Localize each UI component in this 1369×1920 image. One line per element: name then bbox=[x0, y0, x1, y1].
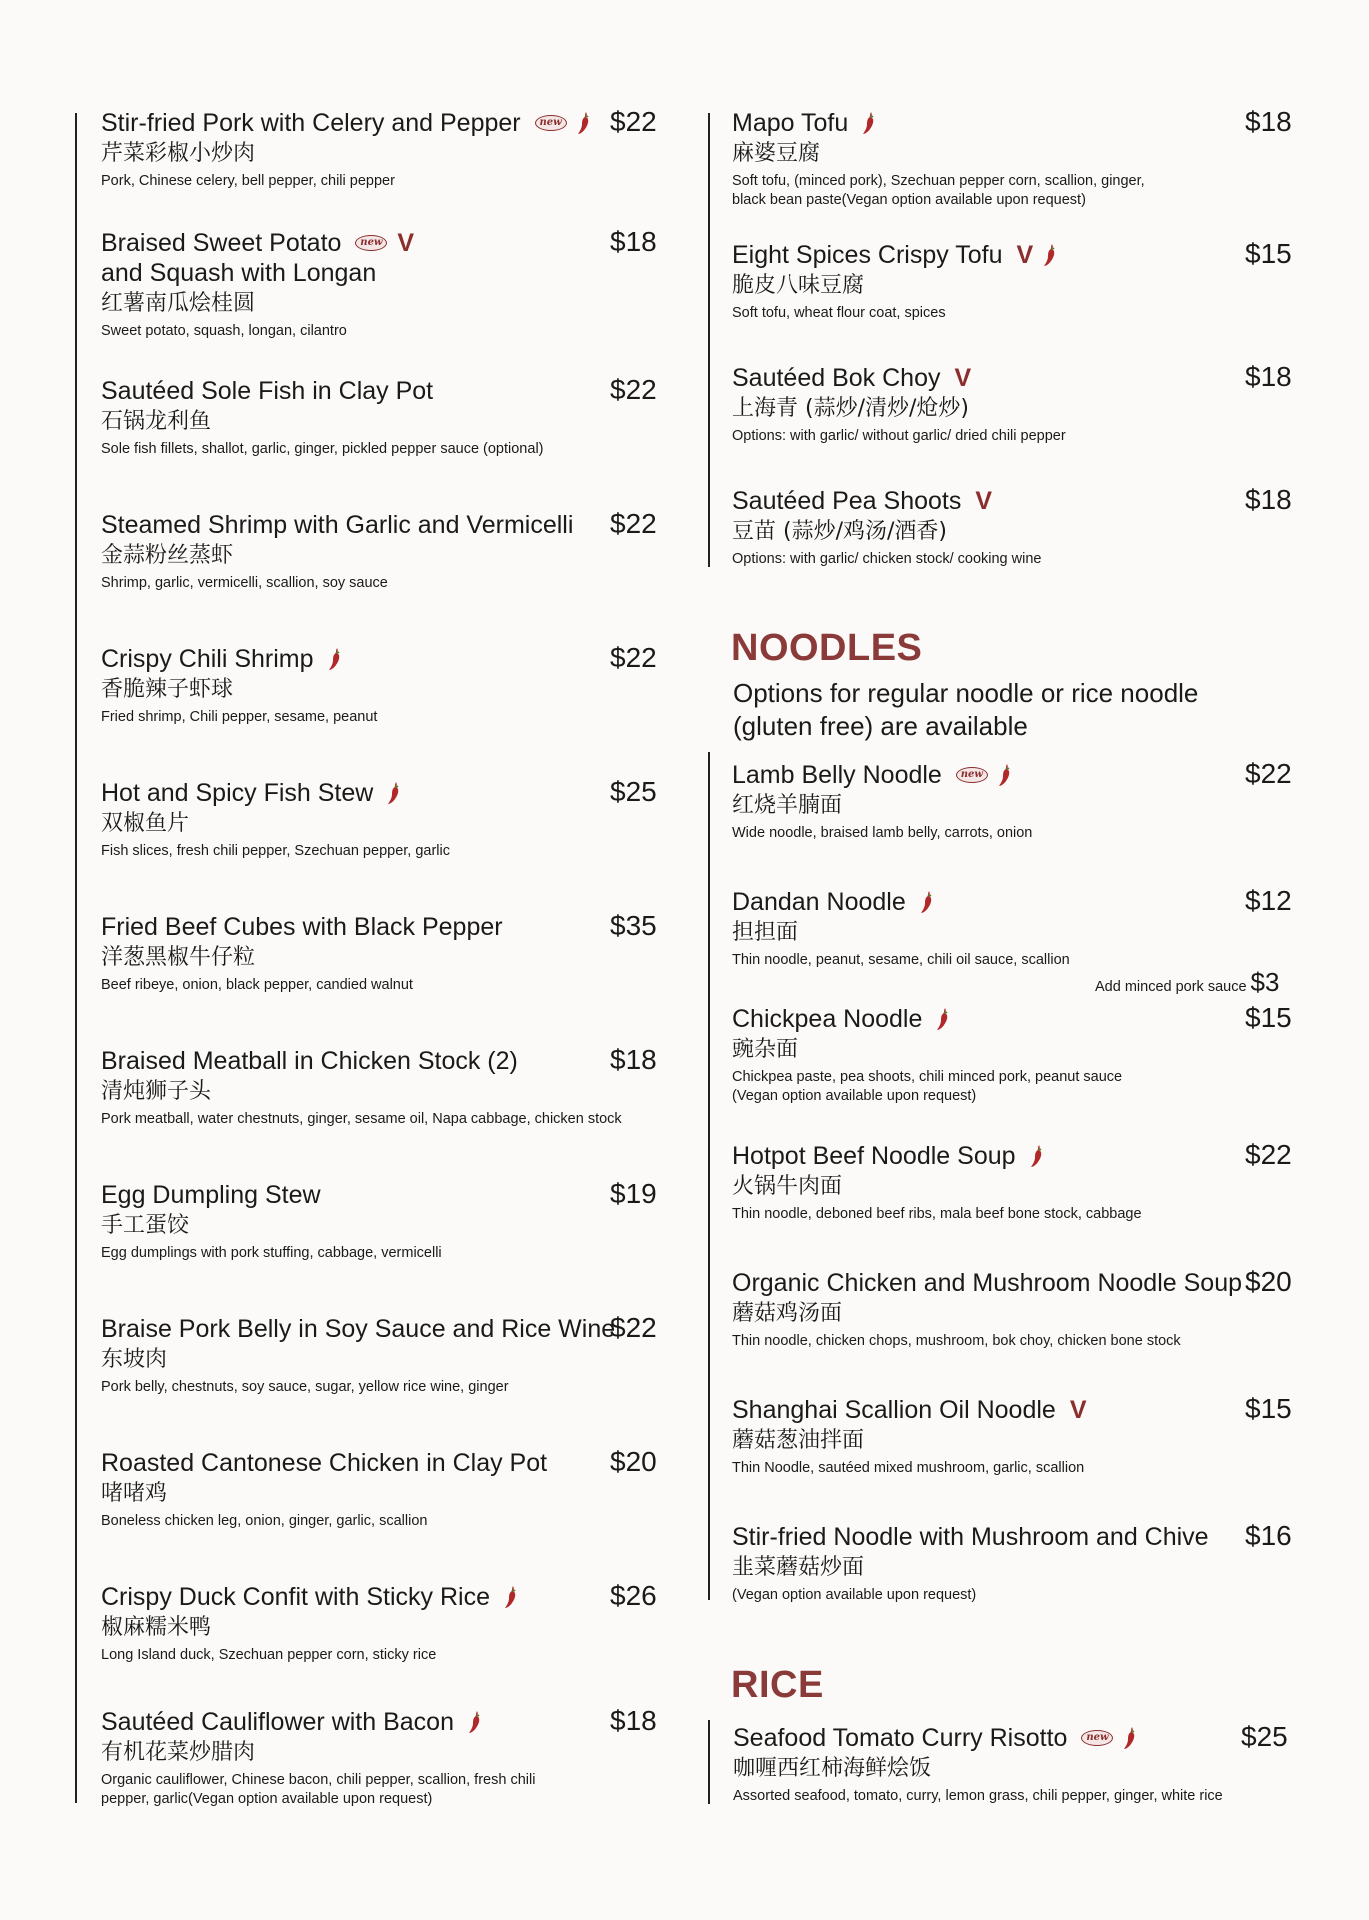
chili-pepper-icon bbox=[998, 763, 1012, 787]
menu-item-name: Fried Beef Cubes with Black Pepper bbox=[101, 913, 503, 941]
menu-item bbox=[101, 228, 414, 341]
menu-item-name: Hotpot Beef Noodle Soup bbox=[732, 1142, 1016, 1170]
menu-item-description: Options: with garlic/ without garlic/ dried chili pepper bbox=[732, 428, 1066, 444]
menu-item-chinese-name: 蘑菇葱油拌面 bbox=[732, 1428, 865, 1453]
menu-item-chinese-name: 芹菜彩椒小炒肉 bbox=[101, 141, 256, 166]
menu-item-name: Sautéed Cauliflower with Bacon bbox=[101, 1708, 454, 1736]
menu-item-name-row bbox=[732, 363, 1066, 393]
menu-item-icons bbox=[1081, 1726, 1137, 1750]
menu-item bbox=[733, 1723, 1223, 1806]
menu-item-name: Stir-fried Noodle with Mushroom and Chive bbox=[732, 1523, 1209, 1551]
menu-item-description: Chickpea paste, pea shoots, chili minced pork, peanut sauce bbox=[732, 1069, 1123, 1085]
menu-item-description: Options: with garlic/ chicken stock/ cooking wine bbox=[732, 551, 1042, 567]
chili-pepper-icon bbox=[387, 781, 401, 805]
menu-item-description: Assorted seafood, tomato, curry, lemon grass, chili pepper, ginger, white rice bbox=[733, 1788, 1223, 1804]
menu-item-name: Mapo Tofu bbox=[732, 109, 849, 137]
menu-item-name-row bbox=[101, 1180, 442, 1210]
right-column-rule-top bbox=[708, 113, 710, 567]
chili-pepper-icon bbox=[468, 1710, 482, 1734]
menu-item-chinese-name: 上海青 (蒜炒/清炒/炝炒) bbox=[732, 396, 969, 421]
menu-item-price: $18 bbox=[1245, 484, 1292, 515]
menu-item-price: $18 bbox=[610, 1044, 657, 1075]
menu-item-name-row bbox=[733, 1723, 1223, 1753]
vegetarian-icon: V bbox=[975, 486, 993, 515]
menu-item-chinese-name: 火锅牛肉面 bbox=[732, 1174, 843, 1199]
menu-item-price: $22 bbox=[610, 106, 657, 137]
chili-pepper-icon bbox=[862, 111, 876, 135]
menu-item-name-row bbox=[101, 228, 414, 258]
menu-item-name-row bbox=[101, 1448, 547, 1478]
menu-item-chinese-name: 石锅龙利鱼 bbox=[101, 409, 212, 434]
menu-item-description: Soft tofu, (minced pork), Szechuan pepper corn, scallion, ginger, bbox=[732, 173, 1145, 189]
menu-item-description: Sole fish fillets, shallot, garlic, ginger, pickled pepper sauce (optional) bbox=[101, 441, 544, 457]
chili-pepper-icon bbox=[1043, 243, 1057, 267]
addon-price: $3 bbox=[1250, 967, 1280, 997]
menu-item-chinese-name: 麻婆豆腐 bbox=[732, 141, 821, 166]
menu-item-name-row bbox=[101, 108, 591, 138]
menu-item bbox=[101, 912, 503, 995]
chili-pepper-icon bbox=[936, 1007, 950, 1031]
menu-item-price: $22 bbox=[1245, 758, 1292, 789]
menu-item-chinese-name: 金蒜粉丝蒸虾 bbox=[101, 543, 234, 568]
menu-item-icons bbox=[387, 781, 401, 805]
menu-item-description: Soft tofu, wheat flour coat, spices bbox=[732, 305, 946, 321]
menu-item-chinese-name: 手工蛋饺 bbox=[101, 1213, 190, 1238]
menu-item-name: Lamb Belly Noodle bbox=[732, 761, 942, 789]
menu-item-name-row bbox=[732, 240, 1057, 270]
new-badge-icon: new bbox=[355, 235, 387, 251]
menu-item-description: Organic cauliflower, Chinese bacon, chili pepper, scallion, fresh chili bbox=[101, 1772, 536, 1788]
menu-item-name: Eight Spices Crispy Tofu bbox=[732, 241, 1003, 269]
menu-item-name: Braised Meatball in Chicken Stock (2) bbox=[101, 1047, 518, 1075]
menu-item-description: Shrimp, garlic, vermicelli, scallion, soy sauce bbox=[101, 575, 388, 591]
menu-item-price: $22 bbox=[610, 642, 657, 673]
menu-item-description: Fish slices, fresh chili pepper, Szechuan pepper, garlic bbox=[101, 843, 450, 859]
menu-item-name-row bbox=[732, 486, 1041, 516]
menu-item-description: Pork, Chinese celery, bell pepper, chili pepper bbox=[101, 173, 395, 189]
menu-item-addon bbox=[1095, 967, 1279, 998]
menu-item-icons bbox=[1069, 1395, 1087, 1424]
menu-item-price: $19 bbox=[610, 1178, 657, 1209]
menu-item-chinese-name: 脆皮八味豆腐 bbox=[732, 273, 865, 298]
chili-pepper-icon bbox=[1030, 1144, 1044, 1168]
menu-item-name-row bbox=[101, 778, 450, 808]
vegetarian-icon: V bbox=[954, 363, 972, 392]
menu-item-chinese-name: 有机花菜炒腊肉 bbox=[101, 1740, 256, 1765]
menu-item-description: Long Island duck, Szechuan pepper corn, sticky rice bbox=[101, 1647, 437, 1663]
menu-item-description-line2: pepper, garlic(Vegan option available upon request) bbox=[101, 1790, 433, 1807]
menu-item bbox=[732, 1141, 1142, 1224]
menu-item-name-row bbox=[732, 1141, 1142, 1171]
menu-item-price: $25 bbox=[1241, 1721, 1288, 1752]
menu-item-description: Boneless chicken leg, onion, ginger, garlic, scallion bbox=[101, 1513, 428, 1529]
right-column-rule-noodles bbox=[708, 752, 710, 1600]
menu-item-name: Shanghai Scallion Oil Noodle bbox=[732, 1396, 1056, 1424]
menu-item-chinese-name: 韭菜蘑菇炒面 bbox=[732, 1555, 865, 1580]
menu-item-name: Dandan Noodle bbox=[732, 888, 906, 916]
menu-item-name: Roasted Cantonese Chicken in Clay Pot bbox=[101, 1449, 548, 1477]
menu-item-name-row bbox=[732, 1004, 1122, 1034]
new-badge-icon: new bbox=[535, 115, 567, 131]
menu-item-price: $22 bbox=[610, 1312, 657, 1343]
menu-item bbox=[101, 510, 573, 593]
right-column-rule-rice bbox=[708, 1720, 710, 1804]
menu-item bbox=[101, 1314, 615, 1397]
menu-item bbox=[101, 1582, 518, 1665]
menu-item bbox=[732, 1004, 1122, 1105]
menu-item-icons bbox=[920, 890, 934, 914]
menu-item-price: $35 bbox=[610, 910, 657, 941]
menu-item bbox=[101, 1707, 535, 1808]
menu-item-name: Organic Chicken and Mushroom Noodle Soup bbox=[732, 1269, 1242, 1297]
menu-item-description: Pork meatball, water chestnuts, ginger, sesame oil, Napa cabbage, chicken stock bbox=[101, 1111, 622, 1127]
menu-item-price: $15 bbox=[1245, 238, 1292, 269]
menu-item bbox=[101, 108, 591, 191]
menu-item-price: $26 bbox=[610, 1580, 657, 1611]
rice-section-title: RICE bbox=[731, 1664, 824, 1706]
menu-item-description: Thin Noodle, sautéed mixed mushroom, garlic, scallion bbox=[732, 1460, 1085, 1476]
new-badge-icon: new bbox=[1081, 1730, 1113, 1746]
menu-item bbox=[101, 778, 450, 861]
menu-item bbox=[732, 1395, 1087, 1478]
menu-item-name: Sautéed Sole Fish in Clay Pot bbox=[101, 377, 434, 405]
menu-item-name: Sautéed Pea Shoots bbox=[732, 487, 962, 515]
menu-item-icons bbox=[468, 1710, 482, 1734]
menu-item-chinese-name: 香脆辣子虾球 bbox=[101, 677, 234, 702]
menu-item bbox=[101, 1448, 547, 1531]
menu-item-chinese-name: 豌杂面 bbox=[732, 1037, 799, 1062]
menu-item-chinese-name: 蘑菇鸡汤面 bbox=[732, 1301, 843, 1326]
menu-item-price: $20 bbox=[610, 1446, 657, 1477]
noodles-section-title: NOODLES bbox=[731, 627, 923, 669]
menu-item-icons bbox=[535, 111, 591, 135]
menu-item-price: $25 bbox=[610, 776, 657, 807]
menu-item-price: $22 bbox=[610, 374, 657, 405]
menu-item bbox=[101, 1046, 622, 1129]
menu-item-name-row bbox=[732, 1395, 1087, 1425]
menu-item-price: $16 bbox=[1245, 1520, 1292, 1551]
menu-item-name: Braised Sweet Potato bbox=[101, 229, 342, 257]
menu-item-name-row bbox=[101, 376, 544, 406]
menu-item-name-row bbox=[101, 912, 503, 942]
menu-item-price: $15 bbox=[1245, 1002, 1292, 1033]
menu-item-name-row bbox=[101, 1046, 622, 1076]
menu-item-price: $22 bbox=[1245, 1139, 1292, 1170]
menu-item-name: Seafood Tomato Curry Risotto bbox=[733, 1724, 1068, 1752]
menu-item-name: Crispy Duck Confit with Sticky Rice bbox=[101, 1583, 490, 1611]
menu-item-description: Thin noodle, peanut, sesame, chili oil sauce, scallion bbox=[732, 952, 1070, 968]
menu-item-icons bbox=[975, 486, 993, 515]
vegetarian-icon: V bbox=[1069, 1395, 1087, 1424]
chili-pepper-icon bbox=[920, 890, 934, 914]
new-badge-icon: new bbox=[956, 767, 988, 783]
menu-item-chinese-name: 红烧羊腩面 bbox=[732, 793, 843, 818]
menu-item bbox=[732, 1268, 1242, 1351]
chili-pepper-icon bbox=[328, 647, 342, 671]
menu-item-icons bbox=[954, 363, 972, 392]
menu-item-icons bbox=[504, 1585, 518, 1609]
menu-item-description-line2: (Vegan option available upon request) bbox=[732, 1087, 977, 1104]
menu-item-name: Egg Dumpling Stew bbox=[101, 1181, 321, 1209]
menu-item-price: $18 bbox=[610, 1705, 657, 1736]
menu-item-name: Braise Pork Belly in Soy Sauce and Rice Wine bbox=[101, 1315, 616, 1343]
menu-item-name-row bbox=[732, 760, 1032, 790]
menu-item-icons bbox=[328, 647, 342, 671]
menu-item-chinese-name: 豆苗 (蒜炒/鸡汤/酒香) bbox=[732, 519, 947, 544]
menu-item-name-row bbox=[101, 1582, 518, 1612]
menu-item-icons bbox=[936, 1007, 950, 1031]
menu-item-chinese-name: 清炖狮子头 bbox=[101, 1079, 212, 1104]
menu-item-price: $22 bbox=[610, 508, 657, 539]
menu-item-chinese-name: 红薯南瓜烩桂圆 bbox=[101, 291, 256, 316]
menu-item-description: Thin noodle, chicken chops, mushroom, bok choy, chicken bone stock bbox=[732, 1333, 1181, 1349]
menu-item bbox=[101, 1180, 442, 1263]
chili-pepper-icon bbox=[504, 1585, 518, 1609]
menu-item-description: Pork belly, chestnuts, soy sauce, sugar, yellow rice wine, ginger bbox=[101, 1379, 509, 1395]
menu-item-icons bbox=[862, 111, 876, 135]
menu-item-name: Stir-fried Pork with Celery and Pepper bbox=[101, 109, 521, 137]
menu-item-chinese-name: 椒麻糯米鸭 bbox=[101, 1615, 212, 1640]
noodles-section-subtitle-line2: (gluten free) are available bbox=[733, 711, 1028, 741]
menu-item bbox=[732, 760, 1032, 843]
menu-item bbox=[101, 644, 377, 727]
menu-item-chinese-name: 咖喱西红柿海鲜烩饭 bbox=[733, 1756, 932, 1781]
menu-item-description: Thin noodle, deboned beef ribs, mala beef bone stock, cabbage bbox=[732, 1206, 1142, 1222]
menu-item-icons bbox=[355, 228, 415, 257]
menu-item-name-line2: and Squash with Longan bbox=[101, 259, 377, 287]
vegetarian-icon: V bbox=[1016, 240, 1034, 269]
menu-item bbox=[732, 486, 1041, 569]
addon-label: Add minced pork sauce bbox=[1095, 979, 1247, 995]
menu-item-chinese-name: 啫啫鸡 bbox=[101, 1481, 168, 1506]
menu-item-name: Sautéed Bok Choy bbox=[732, 364, 941, 392]
menu-item-price: $12 bbox=[1245, 885, 1292, 916]
menu-item-description: Sweet potato, squash, longan, cilantro bbox=[101, 323, 347, 339]
menu-item-name-row bbox=[732, 1268, 1242, 1298]
menu-item-chinese-name: 担担面 bbox=[732, 920, 799, 945]
menu-item bbox=[732, 363, 1066, 446]
menu-item-name-row bbox=[101, 1707, 535, 1737]
menu-item bbox=[101, 376, 544, 459]
menu-item-name-row bbox=[732, 887, 1070, 917]
chili-pepper-icon bbox=[1123, 1726, 1137, 1750]
menu-item-name-row bbox=[101, 510, 573, 540]
menu-item bbox=[732, 887, 1070, 970]
menu-item bbox=[732, 1522, 1209, 1605]
menu-item-chinese-name: 洋葱黑椒牛仔粒 bbox=[101, 945, 256, 970]
menu-item-name-row bbox=[101, 644, 377, 674]
menu-item-description: Wide noodle, braised lamb belly, carrots, onion bbox=[732, 825, 1033, 841]
menu-item-icons bbox=[956, 763, 1012, 787]
chili-pepper-icon bbox=[577, 111, 591, 135]
menu-item-name: Chickpea Noodle bbox=[732, 1005, 923, 1033]
menu-item-name-row bbox=[732, 108, 1145, 138]
menu-item-description-line2: black bean paste(Vegan option available upon request) bbox=[732, 191, 1086, 208]
left-column-rule bbox=[75, 113, 77, 1803]
vegetarian-icon: V bbox=[397, 228, 415, 257]
menu-item-description: Fried shrimp, Chili pepper, sesame, peanut bbox=[101, 709, 378, 725]
menu-item-name: Steamed Shrimp with Garlic and Vermicelli bbox=[101, 511, 574, 539]
menu-item-icons bbox=[1016, 240, 1058, 269]
menu-item-price: $15 bbox=[1245, 1393, 1292, 1424]
menu-item bbox=[732, 240, 1057, 323]
menu-item-description: Egg dumplings with pork stuffing, cabbage, vermicelli bbox=[101, 1245, 442, 1261]
menu-item bbox=[732, 108, 1145, 209]
menu-item-description: Beef ribeye, onion, black pepper, candied walnut bbox=[101, 977, 413, 993]
menu-item-chinese-name: 双椒鱼片 bbox=[101, 811, 190, 836]
menu-item-name: Crispy Chili Shrimp bbox=[101, 645, 314, 673]
menu-item-name: Hot and Spicy Fish Stew bbox=[101, 779, 374, 807]
menu-item-name-row bbox=[101, 1314, 615, 1344]
menu-item-icons bbox=[1030, 1144, 1044, 1168]
menu-item-name-row bbox=[732, 1522, 1209, 1552]
noodles-section-subtitle-line1: Options for regular noodle or rice noodle bbox=[733, 678, 1199, 708]
menu-item-price: $18 bbox=[1245, 106, 1292, 137]
menu-item-description: (Vegan option available upon request) bbox=[732, 1587, 977, 1603]
menu-item-price: $20 bbox=[1245, 1266, 1292, 1297]
menu-item-chinese-name: 东坡肉 bbox=[101, 1347, 168, 1372]
menu-item-price: $18 bbox=[1245, 361, 1292, 392]
menu-item-price: $18 bbox=[610, 226, 657, 257]
